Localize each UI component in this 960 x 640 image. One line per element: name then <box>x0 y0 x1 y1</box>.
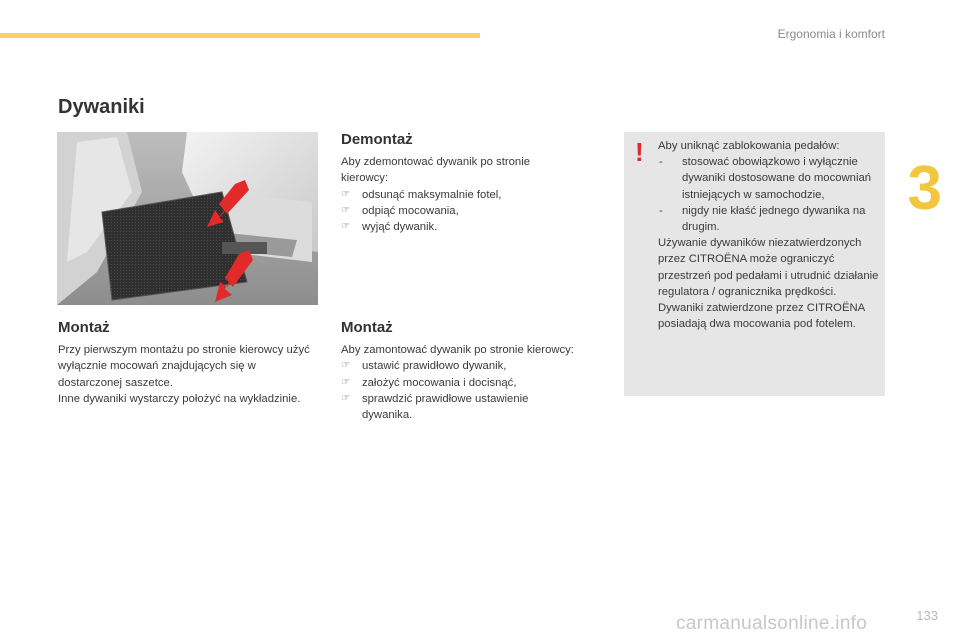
montaz-left-text: Przy pierwszym montażu po stronie kierowcy użyć wyłącznie mocowań znajdujących się w dostarczonej saszetce. <box>58 344 310 389</box>
arrow-bullet-icon: ☞ <box>341 204 350 216</box>
watermark: carmanualsonline.info <box>676 613 868 634</box>
montaz-right-steps <box>341 358 571 423</box>
warning-list <box>658 154 880 235</box>
warning-text <box>658 138 880 332</box>
warning-box <box>624 132 885 396</box>
montaz-right-intro: Aby zamontować dywanik po stronie kierowcy: <box>341 344 574 356</box>
list-item: - nigdy nie kłaść jednego dywanika na drugim. <box>659 204 866 234</box>
demontaz-heading: Demontaż <box>341 131 413 148</box>
page-number: 133 <box>916 608 938 623</box>
header-accent-bar <box>0 33 480 38</box>
montaz-left-section <box>58 342 316 407</box>
list-item: ☞ sprawdzić prawidłowe ustawienie dywanika. <box>341 392 529 422</box>
warning-intro: Aby uniknąć zablokowania pedałów: <box>658 140 840 152</box>
list-item: - stosować obowiązkowo i wyłącznie dywaniki dostosowane do mocowniań istniejących w samochodzie, <box>659 156 872 201</box>
montaz-right-section <box>341 342 605 423</box>
warning-paragraph-2: Dywaniki zatwierdzone przez CITROËNA posiadają dwa mocowania pod fotelem. <box>658 302 865 331</box>
montaz-right-heading: Montaż <box>341 319 393 336</box>
warning-paragraph: Używanie dywaników niezatwierdzonych przez CITROËNA może ograniczyć przestrzeń pod pedałami i utrudnić działanie regulatora / ogranicznika prędkości. <box>658 237 879 298</box>
montaz-left-text-2: Inne dywaniki wystarczy położyć na wykładzinie. <box>58 392 301 405</box>
section-title: Ergonomia i komfort <box>777 27 885 41</box>
chapter-number: 3 <box>907 154 942 223</box>
arrow-bullet-icon: ☞ <box>341 376 350 388</box>
page-title: Dywaniki <box>58 96 145 118</box>
demontaz-intro: Aby zdemontować dywanik po stronie kierowcy: <box>341 156 531 185</box>
montaz-left-heading: Montaż <box>58 319 110 336</box>
list-item: ☞ odpiąć mocowania, <box>341 203 571 219</box>
list-item: ☞ wyjąć dywanik. <box>341 219 571 235</box>
arrow-bullet-icon: ☞ <box>341 360 350 372</box>
list-item: ☞ odsunąć maksymalnie fotel, <box>341 187 571 203</box>
list-item: ☞ założyć mocowania i docisnąć, <box>341 375 571 391</box>
arrow-bullet-icon: ☞ <box>341 392 350 404</box>
arrow-bullet-icon: ☞ <box>341 188 350 200</box>
warning-icon: ! <box>635 137 644 167</box>
floor-mat-photo <box>57 132 318 305</box>
arrow-bullet-icon: ☞ <box>341 221 350 233</box>
demontaz-section <box>341 154 571 235</box>
list-item: ☞ ustawić prawidłowo dywanik, <box>341 358 571 374</box>
demontaz-steps <box>341 187 571 236</box>
